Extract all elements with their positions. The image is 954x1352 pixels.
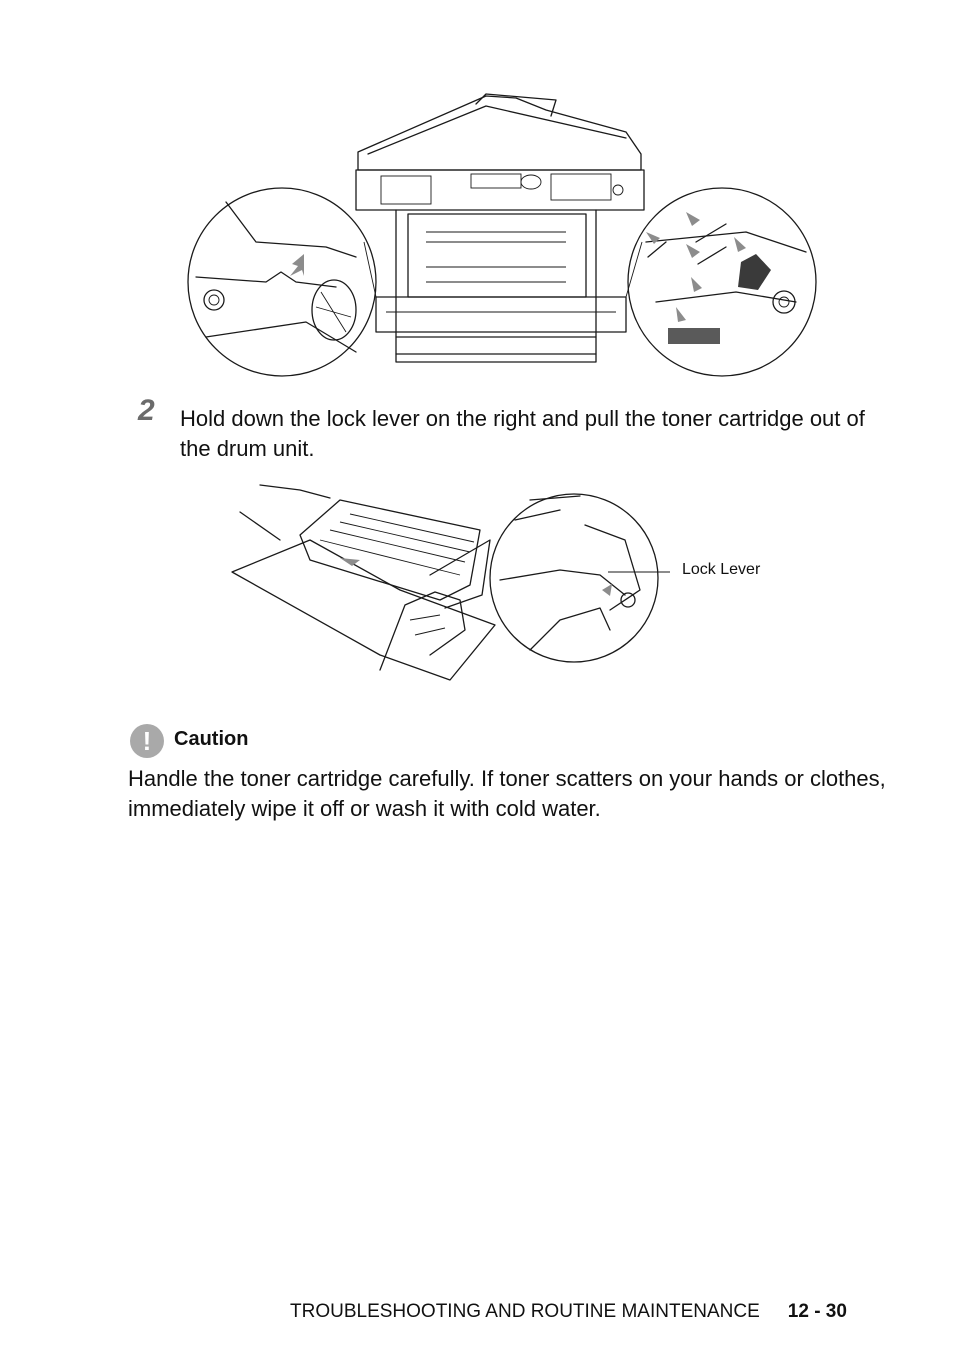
step-instruction: Hold down the lock lever on the right and pull the toner cartridge out of the drum unit. — [180, 406, 865, 461]
printer-drawing — [356, 94, 644, 362]
zoom-circle-lock-lever — [490, 494, 670, 662]
footer-page-number: 12 - 30 — [787, 1301, 847, 1322]
lock-lever-callout: Lock Lever — [682, 561, 761, 578]
caution-body: Handle the toner cartridge carefully. If toner scatters on your hands or clothes, immediately wipe it off or wash it with cold water. — [128, 766, 886, 821]
printer-illustration — [186, 92, 820, 384]
page-footer — [290, 1301, 847, 1323]
zoom-circle-right — [628, 188, 816, 376]
step-number: 2 — [138, 394, 155, 427]
footer-section: TROUBLESHOOTING AND ROUTINE MAINTENANCE — [290, 1301, 760, 1322]
caution-icon: ! — [130, 724, 164, 758]
caution-title: Caution — [174, 728, 249, 750]
zoom-circle-left — [188, 188, 376, 376]
toner-removal-illustration — [230, 480, 670, 690]
hands-and-cartridge-drawing — [232, 485, 495, 680]
